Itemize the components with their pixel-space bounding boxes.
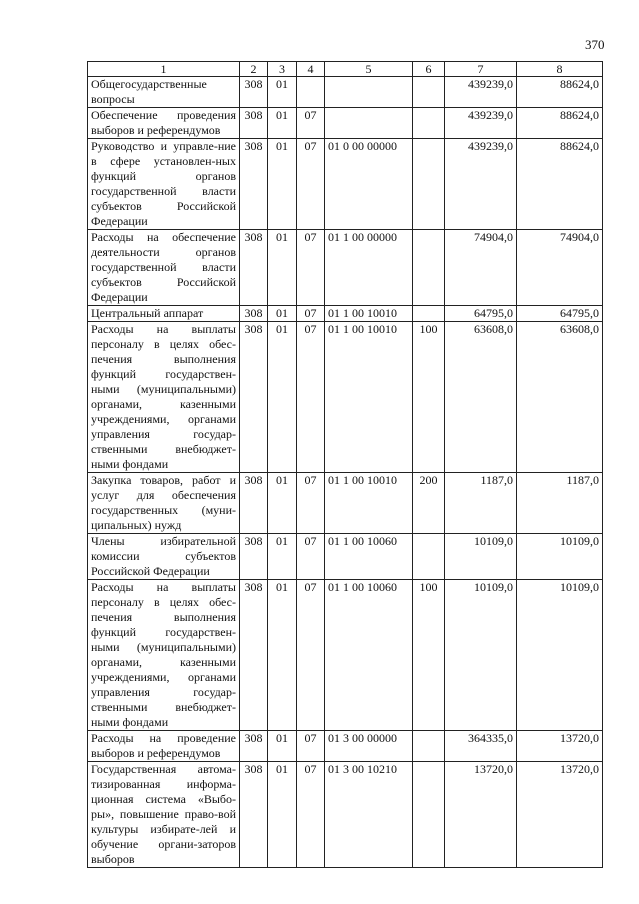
ministry-code: 308 (240, 322, 268, 473)
target-article-code: 01 0 00 00000 (325, 139, 413, 230)
row-name: Центральный аппарат (88, 306, 240, 322)
section-code: 01 (268, 230, 297, 306)
row-name: Расходы на выплаты персоналу в целях обес-печения выполнения функций государствен-ными (муниципальными) органами, казенными учреждениями, органами управления государ-ственными внебюджет-ными фондами (88, 322, 240, 473)
subsection-code: 07 (297, 762, 325, 868)
section-code: 01 (268, 762, 297, 868)
ministry-code: 308 (240, 77, 268, 108)
column-header: 5 (325, 62, 413, 77)
table-row (88, 108, 603, 139)
amount-year-2: 1187,0 (517, 473, 603, 534)
ministry-code: 308 (240, 731, 268, 762)
expense-type-code (413, 731, 445, 762)
ministry-code: 308 (240, 762, 268, 868)
target-article-code: 01 1 00 10010 (325, 322, 413, 473)
amount-year-1: 439239,0 (445, 77, 517, 108)
ministry-code: 308 (240, 580, 268, 731)
subsection-code: 07 (297, 306, 325, 322)
row-name: Общегосударственные вопросы (88, 77, 240, 108)
subsection-code (297, 77, 325, 108)
amount-year-2: 88624,0 (517, 139, 603, 230)
section-code: 01 (268, 139, 297, 230)
section-code: 01 (268, 306, 297, 322)
amount-year-2: 88624,0 (517, 77, 603, 108)
target-article-code (325, 77, 413, 108)
ministry-code: 308 (240, 230, 268, 306)
row-name: Обеспечение проведения выборов и референдумов (88, 108, 240, 139)
expense-type-code (413, 762, 445, 868)
expense-type-code (413, 77, 445, 108)
target-article-code (325, 108, 413, 139)
ministry-code: 308 (240, 139, 268, 230)
row-name: Руководство и управле-ние в сфере установлен-ных функций органов государственной власти субъектов Российской Федерации (88, 139, 240, 230)
expense-type-code (413, 108, 445, 139)
amount-year-1: 1187,0 (445, 473, 517, 534)
column-header: 1 (88, 62, 240, 77)
section-code: 01 (268, 108, 297, 139)
table-row (88, 139, 603, 230)
amount-year-1: 439239,0 (445, 139, 517, 230)
column-header: 8 (517, 62, 603, 77)
section-code: 01 (268, 534, 297, 580)
ministry-code: 308 (240, 108, 268, 139)
section-code: 01 (268, 580, 297, 731)
table-header-row (88, 62, 603, 77)
section-code: 01 (268, 731, 297, 762)
expense-type-code (413, 139, 445, 230)
amount-year-1: 64795,0 (445, 306, 517, 322)
target-article-code: 01 1 00 10010 (325, 473, 413, 534)
section-code: 01 (268, 77, 297, 108)
subsection-code: 07 (297, 322, 325, 473)
table-row (88, 534, 603, 580)
amount-year-2: 74904,0 (517, 230, 603, 306)
target-article-code: 01 1 00 10060 (325, 534, 413, 580)
amount-year-2: 64795,0 (517, 306, 603, 322)
expense-type-code: 100 (413, 322, 445, 473)
table-row (88, 731, 603, 762)
expense-type-code (413, 230, 445, 306)
expense-type-code: 200 (413, 473, 445, 534)
budget-table (87, 61, 603, 868)
amount-year-2: 10109,0 (517, 534, 603, 580)
subsection-code: 07 (297, 473, 325, 534)
amount-year-2: 13720,0 (517, 731, 603, 762)
target-article-code: 01 3 00 00000 (325, 731, 413, 762)
table-row (88, 473, 603, 534)
expense-type-code (413, 306, 445, 322)
subsection-code: 07 (297, 230, 325, 306)
target-article-code: 01 1 00 10060 (325, 580, 413, 731)
subsection-code: 07 (297, 108, 325, 139)
table-row (88, 77, 603, 108)
amount-year-1: 63608,0 (445, 322, 517, 473)
column-header: 3 (268, 62, 297, 77)
amount-year-2: 10109,0 (517, 580, 603, 731)
target-article-code: 01 1 00 00000 (325, 230, 413, 306)
column-header: 2 (240, 62, 268, 77)
ministry-code: 308 (240, 306, 268, 322)
table-row (88, 580, 603, 731)
table-row (88, 762, 603, 868)
row-name: Члены избирательной комиссии субъектов Российской Федерации (88, 534, 240, 580)
target-article-code: 01 1 00 10010 (325, 306, 413, 322)
amount-year-1: 439239,0 (445, 108, 517, 139)
column-header: 4 (297, 62, 325, 77)
page-number: 370 (585, 37, 605, 52)
amount-year-1: 10109,0 (445, 534, 517, 580)
table-row (88, 306, 603, 322)
amount-year-2: 63608,0 (517, 322, 603, 473)
section-code: 01 (268, 473, 297, 534)
table-row (88, 230, 603, 306)
amount-year-2: 88624,0 (517, 108, 603, 139)
expense-type-code (413, 534, 445, 580)
column-header: 6 (413, 62, 445, 77)
ministry-code: 308 (240, 473, 268, 534)
subsection-code: 07 (297, 534, 325, 580)
table-row (88, 322, 603, 473)
amount-year-1: 10109,0 (445, 580, 517, 731)
section-code: 01 (268, 322, 297, 473)
row-name: Закупка товаров, работ и услуг для обеспечения государственных (муни-ципальных) нужд (88, 473, 240, 534)
row-name: Государственная автома-тизированная информа-ционная система «Выбо-ры», повышение право-вой культуры избирате-лей и обучение органи-заторов выборов (88, 762, 240, 868)
expense-type-code: 100 (413, 580, 445, 731)
ministry-code: 308 (240, 534, 268, 580)
row-name: Расходы на проведение выборов и референдумов (88, 731, 240, 762)
row-name: Расходы на обеспечение деятельности органов государственной власти субъектов Российской Федерации (88, 230, 240, 306)
subsection-code: 07 (297, 139, 325, 230)
target-article-code: 01 3 00 10210 (325, 762, 413, 868)
column-header: 7 (445, 62, 517, 77)
amount-year-1: 74904,0 (445, 230, 517, 306)
amount-year-2: 13720,0 (517, 762, 603, 868)
subsection-code: 07 (297, 580, 325, 731)
amount-year-1: 13720,0 (445, 762, 517, 868)
amount-year-1: 364335,0 (445, 731, 517, 762)
subsection-code: 07 (297, 731, 325, 762)
row-name: Расходы на выплаты персоналу в целях обес-печения выполнения функций государствен-ными (муниципальными) органами, казенными учреждениями, органами управления государ-ственными внебюджет-ными фондами (88, 580, 240, 731)
